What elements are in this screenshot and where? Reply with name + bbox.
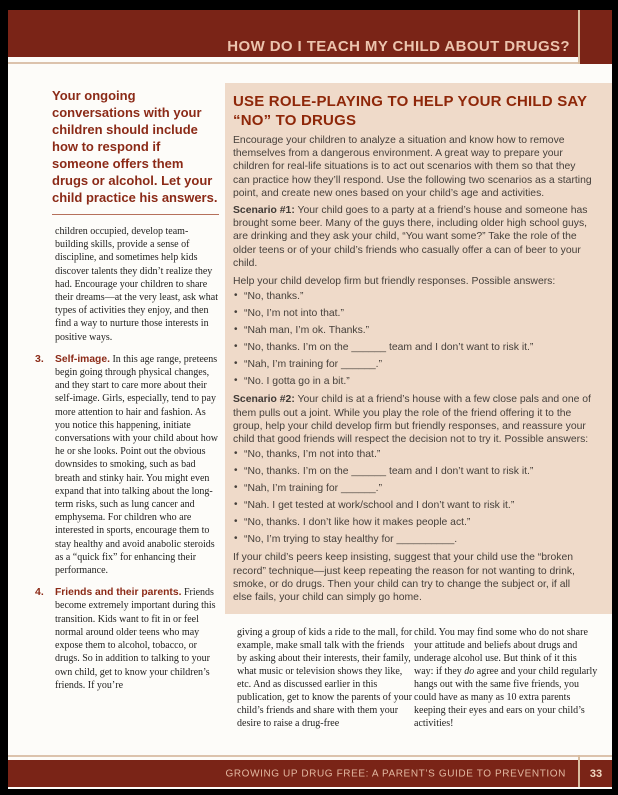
item-text (55, 353, 219, 577)
scenario-1-label: Scenario #1: (233, 205, 295, 217)
answer-item: • “No, I’m not into that.” (233, 307, 592, 320)
possible-answers-lead: Help your child develop firm but friendly responses. Possible answers: (233, 276, 556, 288)
panel-intro: Encourage your children to analyze a situation and know how to remove themselves from a dangerous environment. A great way to prepare your children for real-life situations is to act out scenarios with them so that they can practice how they’ll respond. Use the following two scenarios as a starting point, and create new ones based on your child’s age and activities. (233, 135, 592, 199)
footer-rule (8, 755, 612, 757)
answer-item: • “No, thanks. I don’t like how it makes people act.” (233, 516, 592, 529)
role-play-panel (225, 83, 612, 614)
column-text: child. You may find some who do not share your attitude and beliefs about drugs and underage alcohol use. But think of it this way: if they (414, 627, 588, 677)
page-header-title: HOW DO I TEACH MY CHILD ABOUT DRUGS? (227, 38, 570, 55)
column-text: agree and your child regularly hangs out with the same five friends, you could have as many as 10 extra parents keeping their eyes and ears on your child’s activities! (414, 665, 598, 729)
numbered-item-4 (35, 586, 219, 692)
sidebar-paragraph: children occupied, develop team-building skills, provide a sense of discipline, and sometimes help kids discover talents they didn’t realize they had. Encourage your children to share their dreams—at the very least, ask what types of activities they enjoy, and then find a way to nurture those interests in positive ways. (55, 226, 218, 343)
page-number: 33 (589, 767, 603, 780)
header-band (8, 10, 612, 57)
main-column (225, 83, 612, 731)
emphasized-word: do (464, 665, 475, 677)
scenario-1-text: Your child goes to a party at a friend’s house and someone has brought some beer. Many of the guys there, including older high school guys, are drinking and they ask your child, “You want some?” Take the role of the older teens or of your child’s friends who casually offer a can of beer to your child. (233, 205, 588, 269)
footer-band (8, 760, 612, 787)
bottom-column-right (414, 627, 598, 730)
scenario-2-label: Scenario #2: (233, 394, 295, 406)
header-corner-tab (578, 10, 612, 64)
panel-closing: If your child’s peers keep insisting, suggest that your child use the “broken record” technique—just keep repeating the reason for not wanting to drink, smoke, or do drugs. Then your child can try to change the subject or, if all else fails, your child can simply go home. (233, 552, 575, 604)
scenario-2-paragraph (233, 393, 592, 446)
sidebar-column (35, 87, 219, 692)
scenario-1-paragraph (233, 204, 592, 270)
bottom-column-left: giving a group of kids a ride to the mall, for example, make small talk with the friends by asking about their interests, their family, what music or television shows they like, etc. And as discussed earlier in this publication, get to know the parents of your child’s friends and share with them your desire to raise a drug-free (237, 627, 413, 729)
panel-title: USE ROLE-PLAYING TO HELP YOUR CHILD SAY “NO” TO DRUGS (233, 93, 587, 129)
sidebar-divider (52, 214, 219, 215)
sidebar-intro-quote: Your ongoing conversations with your children should include how to respond if someone offers them drugs or alcohol. Let your child practice his answers. (52, 88, 218, 205)
answer-item: • “No, thanks.” (233, 290, 592, 303)
item-body: Friends become extremely important during this transition. Kids want to fit in or feel normal around older teens who may expose them to alcohol, tobacco, or drugs. So in addition to talking to your own child, get to know your children’s friends. If you’re (55, 587, 216, 691)
item-number: 4. (35, 586, 44, 599)
answer-item: • “Nah. I get tested at work/school and I don’t want to risk it.” (233, 499, 592, 512)
document-page (8, 10, 612, 789)
item-text (55, 586, 219, 692)
answers-list-1 (233, 290, 592, 388)
answer-item: • “Nah, I’m training for ______.” (233, 482, 592, 495)
answer-item: • “No, I’m trying to stay healthy for __________. (233, 533, 592, 546)
item-number: 3. (35, 352, 44, 365)
scenario-2-text: Your child is at a friend’s house with a few close pals and one of them pulls out a joint. While you play the role of the friend offering it to the group, help your child develop firm but friendly responses, and reassure your child that good friends will respect the decision not to try it. Possible answers: (233, 394, 591, 446)
item-title: Friends and their parents. (55, 587, 182, 599)
answer-item: • “Nah man, I’m ok. Thanks.” (233, 324, 592, 337)
header-rule (8, 62, 578, 64)
answer-item: • “No. I gotta go in a bit.” (233, 375, 592, 388)
item-body: In this age range, preteens begin going through physical changes, and they start to care more about their self-image. Girls, especially, tend to pay more attention to hair and fashion. As you notice this happening, initiate conversations with your child about how he or she looks. Point out the obvious downsides to smoking, such as bad breath and stinky hair. You might even expand that into talking about the long-term risks, such as lung cancer and emphysema. For children who are interested in sports, encourage them to stay healthy and avoid anabolic steroids as a “quick fix” for enhancing their performance. (55, 353, 219, 577)
bottom-two-columns (237, 627, 612, 730)
answer-item: • “Nah, I’m training for ______.” (233, 358, 592, 371)
item-title: Self-image. (55, 353, 110, 365)
answers-list-2 (233, 448, 592, 546)
answer-item: • “No, thanks, I’m not into that.” (233, 448, 592, 461)
answer-item: • “No, thanks. I’m on the ______ team and I don’t want to risk it.” (233, 341, 592, 354)
answer-item: • “No, thanks. I’m on the ______ team and I don’t want to risk it.” (233, 465, 592, 478)
numbered-item-3 (35, 353, 219, 577)
footer-title: GROWING UP DRUG FREE: A PARENT’S GUIDE TO PREVENTION (225, 768, 566, 779)
